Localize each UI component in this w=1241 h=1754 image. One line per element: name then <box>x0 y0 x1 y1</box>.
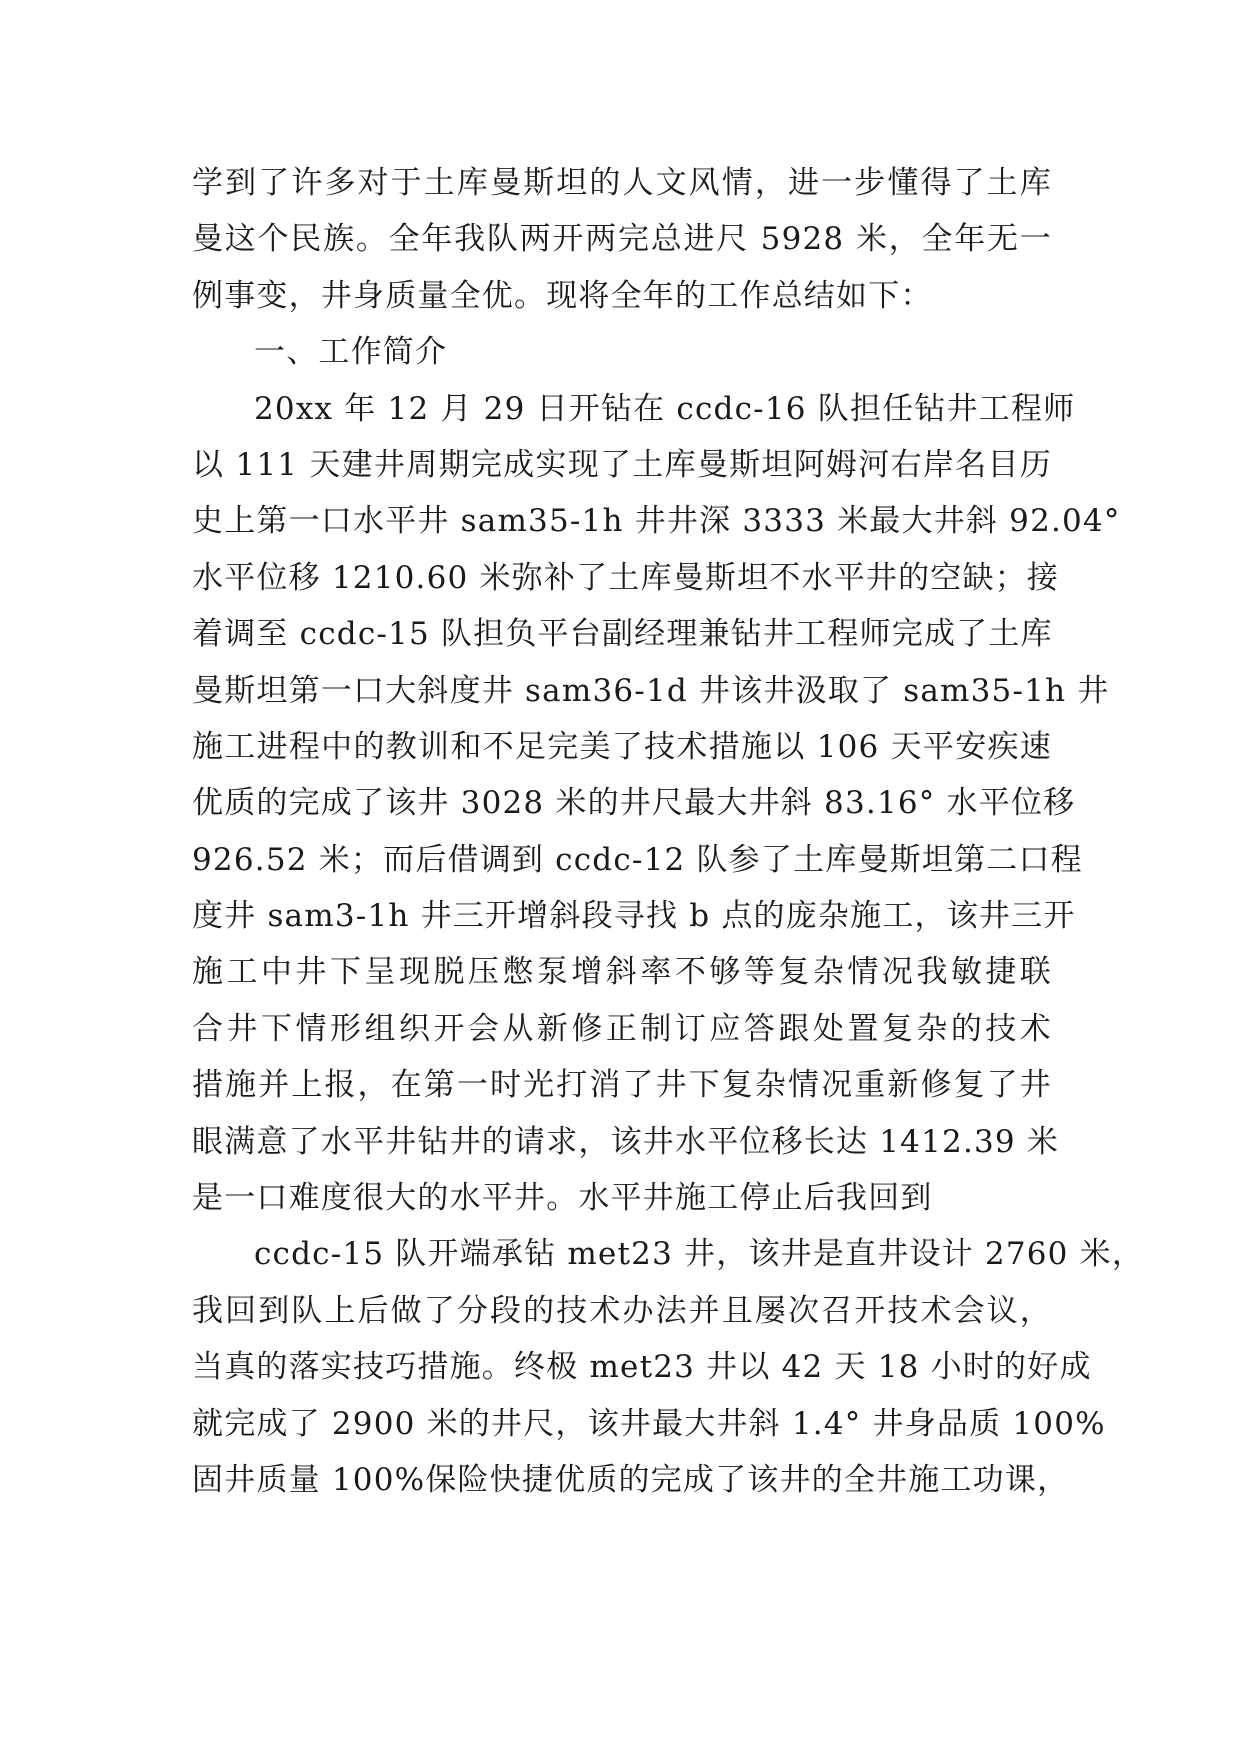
section-heading: 一、工作简介 <box>254 334 448 371</box>
text-line: 我回到队上后做了分段的技术办法并且屡次召开技术会议， <box>192 1292 1052 1329</box>
text-line: 度井 sam3-1h 井三开增斜段寻找 b 点的庞杂施工，该井三开 <box>192 898 1076 935</box>
body-text <box>192 155 1145 1508</box>
text-line: 曼斯坦第一口大斜度井 sam36-1d 井该井汲取了 sam35-1h 井 <box>192 672 1110 709</box>
text-line: 学到了许多对于土库曼斯坦的人文风情，进一步懂得了土库 <box>192 165 1052 201</box>
text-line: 曼这个民族。全年我队两开两完总进尺 5928 米，全年无一 <box>192 221 1052 258</box>
text-line: 例事变，井身质量全优。现将全年的工作总结如下： <box>192 277 933 314</box>
text-line: 史上第一口水平井 sam35-1h 井井深 3333 米最大井斜 92.04° <box>192 503 1121 540</box>
text-line: 20xx 年 12 月 29 日开钻在 ccdc-16 队担任钻井工程师 <box>254 390 1076 427</box>
text-line: 水平位移 1210.60 米弥补了土库曼斯坦不水平井的空缺；接 <box>192 559 1060 596</box>
text-line: 是一口难度很大的水平井。水平井施工停止后我回到 <box>192 1180 933 1217</box>
text-line: 就完成了 2900 米的井尺，该井最大井斜 1.4° 井身品质 100% <box>192 1405 1106 1442</box>
text-line: 合井下情形组织开会从新修正制订应答跟处置复杂的技术 <box>192 1010 1052 1047</box>
text-line: 施工中井下呈现脱压憋泵增斜率不够等复杂情况我敏捷联 <box>192 954 1052 991</box>
text-line: ccdc-15 队开端承钻 met23 井，该井是直井设计 2760 米， <box>254 1236 1145 1273</box>
text-line: 眼满意了水平井钻井的请求，该井水平位移长达 1412.39 米 <box>192 1123 1060 1160</box>
text-line: 措施并上报，在第一时光打消了井下复杂情况重新修复了井 <box>192 1067 1052 1104</box>
text-line: 固井质量 100%保险快捷优质的完成了该井的全井施工功课， <box>192 1461 1070 1498</box>
text-line: 优质的完成了该井 3028 米的井尺最大井斜 83.16° 水平位移 <box>192 785 1076 822</box>
text-line: 以 111 天建井周期完成实现了土库曼斯坦阿姆河右岸名目历 <box>192 446 1052 483</box>
text-line: 着调至 ccdc-15 队担负平台副经理兼钻井工程师完成了土库 <box>192 616 1053 653</box>
text-line: 当真的落实技巧措施。终极 met23 井以 42 天 18 小时的好成 <box>192 1349 1092 1386</box>
text-line: 施工进程中的教训和不足完美了技术措施以 106 天平安疾速 <box>192 728 1052 765</box>
text-line: 926.52 米；而后借调到 ccdc-12 队参了土库曼斯坦第二口程 <box>192 841 1083 878</box>
